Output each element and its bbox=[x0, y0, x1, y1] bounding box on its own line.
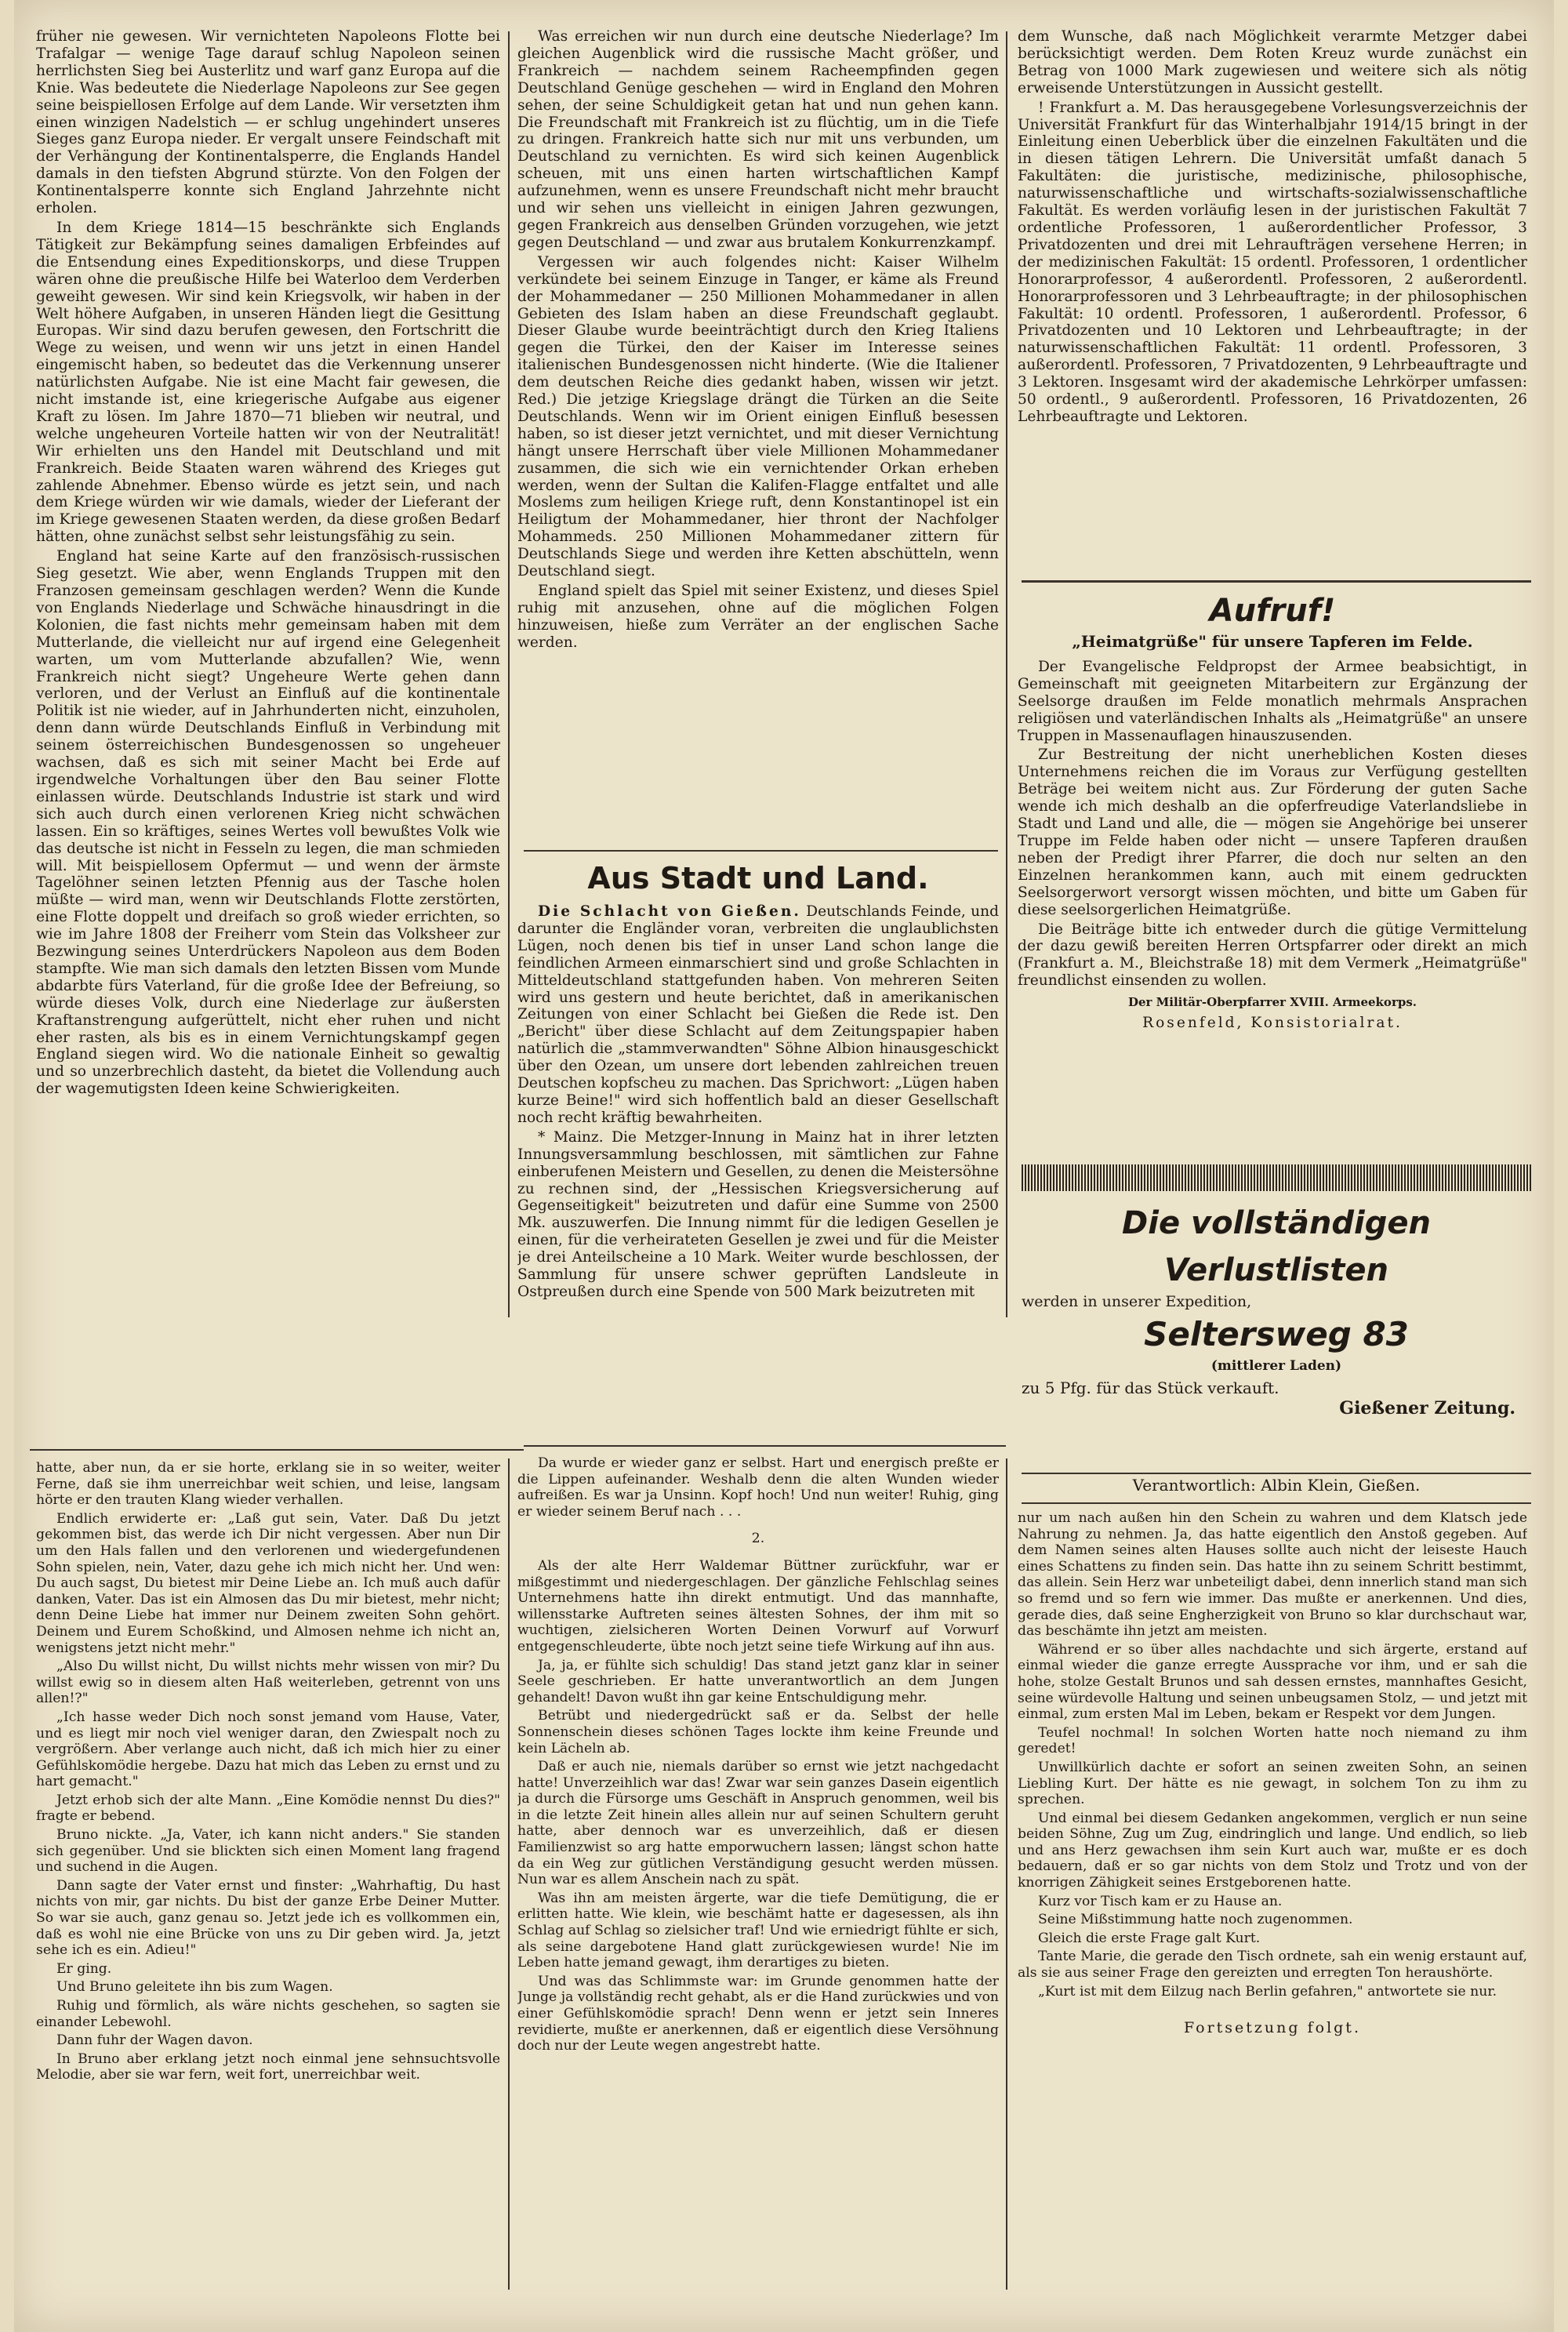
paragraph: Teufel nochmal! In solchen Worten hatte noch niemand zu ihm geredet! bbox=[1018, 1724, 1527, 1757]
article-col1-upper bbox=[36, 28, 500, 1440]
paragraph: „Kurt ist mit dem Eilzug nach Berlin gefahren," antwortete sie nur. bbox=[1038, 1983, 1497, 2000]
paragraph: Zur Bestreitung der nicht unerheblichen Kosten dieses Unternehmens reichen die im Voraus zur Verfügung gestellten Beträge bei weitem nicht aus. Zur Förderung der guten Sache wende ich mich deshalb an die opferfreudige Vaterlandsliebe in Stadt und Land und alle, die — mögen sie Angehörige bei unserer Truppe im Felde haben oder nicht — unsere Tapferen draußen neben der Predigt ihrer Pfarrer, die doch nur selten an den Einzelnen herankommen kann, auch mit einem gedruckten Seelsorgerwort versorgt wissen möchten, und bitte um Gaben für diese seelsorgerlichen Heimatgrüße. bbox=[1018, 746, 1527, 918]
paragraph: Unwillkürlich dachte er sofort an seinen zweiten Sohn, an seinen Liebling Kurt. Der hätte es nie gewagt, in solchem Ton zu ihm zu sprechen. bbox=[1018, 1759, 1527, 1808]
paragraph: Jetzt erhob sich der alte Mann. „Eine Komödie nennst Du dies?" fragte er bebend. bbox=[36, 1792, 500, 1825]
paragraph: Dann sagte der Vater ernst und finster: „Wahrhaftig, Du hast nichts von mir, gar nichts. Du bist der ganze Erbe Deiner Mutter. So war sie auch, ganz genau so. Jetzt jede ich es vollkommen ein, daß es wohl nie eine Brücke von uns zu Dir geben wird. Ja, jetzt sehe ich es ein. Adieu!" bbox=[36, 1877, 500, 1959]
column-divider bbox=[1006, 1458, 1007, 2290]
ornamental-rule bbox=[1022, 1164, 1531, 1191]
column-divider bbox=[508, 1458, 510, 2290]
paragraph: Ja, ja, er fühlte sich schuldig! Das stand jetzt ganz klar in seiner Seele geschrieben. Er hatte unverantwortlich an dem Jungen gehandelt! Davon wußt ihn gar keine Entschuldigung mehr. bbox=[517, 1657, 999, 1705]
paragraph: Daß er auch nie, niemals darüber so ernst wie jetzt nachgedacht hatte! Unverzeihlich war das! Zwar war sein ganzes Dasein eigentlich ja durch die Fürsorge ums Geschäft in Anspruch genommen, weil bis in die letzte Zeit hinein alles allein nur auf seinen Schultern geruht hatte, aber dennoch war es unverzeihlich, daß er diesen Familienzwist so arg hatte emporwuchern lassen; längst schon hatte da ein Weg zur gütlichen Verständigung gesucht werden müssen. Nun war es allem Anschein nach zu spät. bbox=[517, 1759, 999, 1888]
story-col3 bbox=[1018, 1510, 1527, 2294]
paragraph: Und einmal bei diesem Gedanken angekommen, verglich er nun seine beiden Söhne, Zug um Zug, eindringlich und lange. Und endlich, so lieb und ans Herz gewachsen ihm sein Kurt auch war, mußte er es doch bedauern, daß er so gar nichts von dem Stolz und Trotz und von der knorrigen Zähigkeit seines Erstgeborenen hatte. bbox=[1018, 1810, 1527, 1891]
paragraph: „Ich hasse weder Dich noch sonst jemand vom Hause, Vater, und es liegt mir noch viel weniger daran, den Zwiespalt noch zu vergrößern. Aber verlange auch nicht, daß ich mich hier zu einer Gefühlskomödie hergebe. Dazu hat mich das Leben zu ernst und zu hart gemacht." bbox=[36, 1709, 500, 1790]
feuilleton-divider bbox=[1022, 1473, 1531, 1474]
ad-line: zu 5 Pfg. für das Stück verkauft. bbox=[1022, 1378, 1279, 1397]
paragraph: Endlich erwiderte er: „Laß gut sein, Vater. Daß Du jetzt gekommen bist, das werde ich Dir nicht vergessen. Aber nun Dir um den Hals fallen und den verlorenen und wiedergefundenen Sohn spielen, nein, Vater, dazu gehe ich mich nicht her. Und wen: Du auch sagst, Du bietest mir Deine Liebe an. Ich muß auch dafür danken, Vater. Das ist ein Almosen das Du mir bietest, mehr nicht; denn Deine Liebe hat immer nur Deinem zweiten Sohn gehört. Deinem und Eurem Schoßkind, und Almosen nehme ich nicht an, wenigstens jetzt nicht mehr." bbox=[36, 1510, 500, 1656]
paragraph: * Mainz. Die Metzger-Innung in Mainz hat in ihrer letzten Innungsversammlung beschlossen, mit sämtlichen zur Fahne einberufenen Meistern und Gesellen, zu denen die Meistersöhne zu rechnen sind, der „Hessischen Kriegsversicherung auf Gegenseitigkeit" beizutreten und dafür eine Summe von 2500 Mk. auszuwerfen. Die Innung nimmt für die ledigen Gesellen je einen, für die verheirateten Gesellen je zwei und für die Meister je drei Anteilscheine a 10 Mark. Weiter wurde beschlossen, der Sammlung für unsere schwer geprüften Landsleute in Ostpreußen durch eine Spende von 500 Mark beizutreten mit bbox=[517, 1128, 999, 1300]
aufruf-title: Aufruf! bbox=[1209, 593, 1336, 629]
paragraph: Tante Marie, die gerade den Tisch ordnete, sah ein wenig erstaunt auf, als sie aus seiner Frage den gereizten und erregten Ton heraushörte. bbox=[1018, 1949, 1527, 1981]
ad-title: Die vollständigen Verlustlisten bbox=[1122, 1205, 1431, 1288]
story-col2 bbox=[517, 1455, 999, 2302]
paragraph: England spielt das Spiel mit seiner Existenz, und dieses Spiel ruhig mit anzusehen, ohne auf die möglichen Folgen hinzuweisen, hieße zum Verräter an der englischen Sache werden. bbox=[517, 583, 999, 651]
paragraph: Da wurde er wieder ganz er selbst. Hart und energisch preßte er die Lippen aufeinander. Weshalb denn die alten Wunden wieder aufreißen. Es war ja Unsinn. Kopf hoch! Und nun weiter! Ruhig, ging er wieder seinem Beruf nach . . . bbox=[517, 1455, 999, 1520]
article-text: Deutschlands Feinde, und darunter die Engländer voran, verbreiten die unglaublichsten Lügen, noch denen bis tief in unser Land schon lange die feindlichen Armeen einmarschiert sind und große Schlachten in Mitteldeutschland stattgefunden haben. Von mehreren Seiten wird uns gestern und heute berichtet, daß in amerikanischen Zeitungen von einer Schlacht bei Gießen die Rede ist. Den „Bericht" über diese Schlacht auf dem Zeitungspapier haben natürlich die „stammverwandten" Söhne Albion hinausgeschickt über den Ozean, um unsere dort lebenden zahlreichen treuen Deutschen kopfscheu zu machen. Das Sprichwort: „Lügen haben kurze Beine!" wird sich hoffentlich bald an dieser Gesellschaft noch recht kräftig bewahrheiten. bbox=[517, 903, 999, 1126]
paragraph: Dann fuhr der Wagen davon. bbox=[56, 2032, 253, 2049]
paragraph: Was erreichen wir nun durch eine deutsche Niederlage? Im gleichen Augenblick wird die russische Macht größer, und Frankreich — nachdem seinem Racheempfinden gegen Deutschland Genüge geschehen — wird in England den Mohren sehen, der seine Schuldigkeit getan hat und nun gehen kann. Die Freundschaft mit Frankreich ist zu flüchtig, um in die Tiefe zu dringen. Frankreich hatte sich nur mit uns verbunden, um Deutschland zu vernichten. Es wird sich keinen Augenblick scheuen, mit uns einen harten wirtschaftlichen Kampf aufzunehmen, wenn es unsere Freundschaft nicht mehr braucht und wir sehen uns vielleicht in einigen Jahren gezwungen, gegen Frankreich aus denselben Gründen vorzugehen, wie jetzt gegen Deutschland — und zwar aus brutalem Konkurrenzkampf. bbox=[517, 28, 999, 251]
aufruf-subtitle: „Heimatgrüße" für unsere Tapferen im Felde. bbox=[1072, 632, 1473, 651]
paragraph: Ruhig und förmlich, als wäre nichts geschehen, so sagten sie einander Lebewohl. bbox=[36, 1998, 500, 2030]
story-col1 bbox=[36, 1460, 500, 2307]
paragraph: In dem Kriege 1814—15 beschränkte sich Englands Tätigkeit zur Bekämpfung seines damaligen Erbfeindes auf die Entsendung eines Expeditionskorps, und diese Truppen wären ohne die preußische Hilfe bei Waterloo dem Verderben geweiht gewesen. Wir sind kein Kriegsvolk, wir haben in der Welt höhere Aufgaben, in unseren Händen liegt die Gesittung Europas. Wir sind dazu berufen gewesen, den Fortschritt die Wege zu weisen, und wenn wir uns jetzt in einen Handel eingemischt haben, so bedeutet das die Verkennung unserer natürlichsten Aufgabe. Nie ist eine Macht fair gewesen, die nicht imstande ist, eine kriegerische Aufgabe aus eigener Kraft zu lösen. Im Jahre 1870—71 blieben wir neutral, und welche ungeheuren Vorteile hatten wir von der Neutralität! Wir erhielten uns den Handel mit Deutschland und mit Frankreich. Beide Staaten waren während des Krieges gut zahlende Abnehmer. Ebenso würde es jetzt sein, und nach dem Kriege würden wir wie damals, wieder der Lieferant der im Kriege gewesenen Staaten werden, da diese großen Bedarf hätten, ohne zunächst selbst sehr leistungsfähig zu sein. bbox=[36, 219, 500, 546]
responsible-editor: Verantwortlich: Albin Klein, Gießen. bbox=[1132, 1477, 1421, 1495]
verlustlisten-ad bbox=[1022, 1200, 1531, 1451]
paragraph: ! Frankfurt a. M. Das herausgegebene Vorlesungsverzeichnis der Universität Frankfurt für das Winterhalbjahr 1914/15 bringt in der Einleitung einen Ueberblick über die einzelnen Fakultäten und die in diesen tätigen Lehrern. Die Universität umfaßt danach 5 Fakultäten: die juristische, medizinische, philosophische, naturwissenschaftliche und wirtschafts-sozialwissenschaftliche Fakultät. Es werden vorläufig lesen in der juristischen Fakultät 7 ordentliche Professoren, 1 außerordentlicher Professor, 3 Privatdozenten und drei mit Lehraufträgen versehene Herren; in der medizinischen Fakultät: 15 ordentl. Professoren, 1 ordentlicher Honorarprofessor, 4 außerordentl. Professoren, 2 außerordentl. Honorarprofessoren und 3 Lehrbeauftragte; in der philosophischen Fakultät: 10 ordentl. Professoren, 1 außerordentl. Professor, 6 Privatdozenten und 10 Lektoren und Lehrbeauftragte; in der naturwissenschaftlichen Fakultät: 11 ordentl. Professoren, 3 außerordentl. Professoren, 7 Privatdozenten, 9 Lehrbeauftragte und 3 Lektoren. Insgesamt wird der akademische Lehrkörper umfassen: 50 ordentl., 9 außerordentl. Professoren, 16 Privatdozenten, 26 Lehrbeauftragte und Lektoren. bbox=[1018, 99, 1527, 425]
paragraph: nur um nach außen hin den Schein zu wahren und dem Klatsch jede Nahrung zu nehmen. Ja, das hatte eigentlich den Anstoß gegeben. Auf dem Namen seines alten Hauses sollte auch nicht der leiseste Hauch eines Schattens zu finden sein. Das hatte ihn zu seinem Schritt bestimmt, das allein. Sein Herz war unbeteiligt dabei, denn innerlich stand man sich so fremd und so fern wie immer. Das mußte er anerkennen. Und dies, gerade dies, daß seine Engherzigkeit von Bruno so klar durchschaut war, das beschämte ihn jetzt am meisten. bbox=[1018, 1510, 1527, 1640]
paragraph: In Bruno aber erklang jetzt noch einmal jene sehnsuchtsvolle Melodie, aber sie war fern, weit fort, unerreichbar weit. bbox=[36, 2050, 500, 2083]
article-col3-upper bbox=[1018, 28, 1527, 569]
section-divider bbox=[1022, 1502, 1531, 1504]
paragraph: Er ging. bbox=[56, 1960, 112, 1977]
column-divider bbox=[508, 31, 510, 1317]
aufruf-signature-name: Rosenfeld, Konsistorialrat. bbox=[1142, 1015, 1403, 1032]
paragraph: Während er so über alles nachdachte und sich ärgerte, erstand auf einmal wieder die ganze erregte Aussprache vor ihm, und er sah die hohe, stolze Gestalt Brunos und sah dessen ernstes, mannhaftes Gesicht, seine würdevolle Haltung und seinen unbeugsamen Stolz, — und jetzt mit einmal, zum ersten Mal im Leben, bekam er Respekt vor dem Jungen. bbox=[1018, 1641, 1527, 1723]
section-divider bbox=[524, 850, 998, 852]
paragraph: Die Beiträge bitte ich entweder durch die gütige Vermittelung der dazu gewiß bereiten Herren Ortspfarrer oder direkt an mich (Frankfurt a. M., Bleichstraße 18) mit dem Vermerk „Heimatgrüße" freundlichst einsenden zu wollen. bbox=[1018, 921, 1527, 990]
paragraph: früher nie gewesen. Wir vernichteten Napoleons Flotte bei Trafalgar — wenige Tage darauf schlug Napoleon seinen herrlichsten Sieg bei Austerlitz und warf ganz Europa auf die Knie. Was bedeutete die Niederlage Napoleons zur See gegen seine beispiellosen Erfolge auf dem Lande. Wir versetzten ihm einen winzigen Nadelstich — er schlug ungehindert unseres Sieges ganz Europa nieder. Er vergalt unsere Feindschaft mit der Verhängung der Kontinentalsperre, die Englands Handel damals in den tiefsten Abgrund stürzte. Von den Folgen der Kontinentalsperre konnte sich England Jahrzehnte nicht erholen. bbox=[36, 28, 500, 217]
paragraph: England hat seine Karte auf den französisch-russischen Sieg gesetzt. Wie aber, wenn Englands Truppen mit den Franzosen gemeinsam geschlagen werden? Wenn die Kunde von Englands Niederlage und Schwäche hinausdringt in die Kolonien, die fast nichts mehr gemeinsam haben mit dem Mutterlande, die vielleicht nur auf irgend eine Gelegenheit warten, um vom Mutterlande abzufallen? Wie, wenn Frankreich nicht siegt? Ungeheure Werte gehen dann verloren, und der Verlust an Einfluß auf die kontinentale Politik ist nie wieder, auf in Jahrhunderten nicht, einzuholen, denn dann würde Deutschlands Einfluß in Verbindung mit seinem österreichischen Bundesgenossen so ungeheuer wachsen, daß es sich mit seiner Macht bei Erde auf irgendwelche Vorhaltungen über den Bau seiner Flotte einlassen würde. Deutschlands Industrie ist stark und wird sich auch durch einen verlorenen Krieg nicht schwächen lassen. Ein so kräftiges, seines Wertes voll bewußtes Volk wie das deutsche ist nicht in Fesseln zu legen, die man schmieden will. Mit beispiellosem Opfermut — und wenn der ärmste Tagelöhner seinen letzten Pfennig aus der Tasche holen müßte — wird man, wenn wir Deutschlands Flotte zerstörten, eine Flotte doppelt und dreifach so groß wieder errichten, so wie im Jahre 1808 der Freiherr vom Stein das Volksheer zur Bezwingung seines Unterdrückers Napoleon aus dem Boden stampfte. Wie man sich damals den letzten Bissen vom Munde abdarbte fürs Vaterland, für die große Idee der Befreiung, so würde dieses Volk, durch eine Niederlage zur äußersten Kraftanstrengung aufgerüttelt, nicht eher ruhen und nicht eher rasten, als bis es in einem Vernichtungskampf gegen England siegen wird. Wo die nationale Einheit so gewaltig und so unzerbrechlich dasteht, da bietet die Vollendung auch der wagemutigsten Ideen keine Schwierigkeiten. bbox=[36, 548, 500, 1098]
chapter-number: 2. bbox=[751, 1531, 765, 1547]
feuilleton-divider bbox=[30, 1449, 524, 1451]
paragraph: Und was das Schlimmste war: im Grunde genommen hatte der Junge ja vollständig recht gehabt, als er die Hand zurückwies und von einer Gefühlskomödie sprach! Denn wenn er jetzt sein Inneres revidierte, mußte er anerkennen, daß er eigentlich diese Versöhnung doch nur der Leute wegen angestrebt hatte. bbox=[517, 1973, 999, 2054]
paragraph: hatte, aber nun, da er sie horte, erklang sie in so weiter, weiter Ferne, daß sie ihm unerreichbar weit schien, und leise, langsam hörte er den trauten Klang wieder verhallen. bbox=[36, 1460, 500, 1509]
section-divider bbox=[1022, 580, 1531, 583]
paragraph: Betrübt und niedergedrückt saß er da. Selbst der helle Sonnenschein dieses schönen Tages lockte ihm keine Freunde und kein Lächeln ab. bbox=[517, 1708, 999, 1756]
paragraph: Und Bruno geleitete ihn bis zum Wagen. bbox=[56, 1979, 333, 1996]
ad-newspaper: Gießener Zeitung. bbox=[1339, 1397, 1515, 1418]
newspaper-page bbox=[14, 0, 1554, 2332]
paragraph: Bruno nickte. „Ja, Vater, ich kann nicht anders." Sie standen sich gegenüber. Und sie blickten sich einen Moment lang fragend und suchend in die Augen. bbox=[36, 1827, 500, 1876]
paragraph: Vergessen wir auch folgendes nicht: Kaiser Wilhelm verkündete bei seinem Einzuge in Tanger, er käme als Freund der Mohammedaner — 250 Millionen Mohammedaner in allen Gebieten des Islam haben an diese Freundschaft geglaubt. Dieser Glaube wurde beeinträchtigt durch den Krieg Italiens gegen die Türkei, den der Kaiser im Interesse seines italienischen Bundesgenossen nicht hinderte. (Wie die Italiener dem deutschen Reiche dies gedankt haben, wissen wir jetzt. Red.) Die jetzige Kriegslage drängt die Türken an die Seite Deutschlands. Wenn wir im Orient einigen Einfluß besessen haben, so ist dieser jetzt vernichtet, und mit dieser Vernichtung hängt unsere Herrschaft über viele Millionen Mohammedaner zusammen, die sich wie ein vernichtender Orkan erheben werden, wenn der Sultan die Kalifen-Flagge entfaltet und alle Moslems zum heiligen Kriege ruft, denn Konstantinopel ist ein Heiligtum der Mohammedaner, hier thront der Nachfolger Mohammeds. 250 Millionen Mohammedaner zittern für Deutschlands Siege und werden ihre Ketten abschütteln, wenn Deutschland siegt. bbox=[517, 253, 999, 580]
paragraph: Gleich die erste Frage galt Kurt. bbox=[1038, 1930, 1261, 1946]
aufruf-notice bbox=[1018, 588, 1527, 1153]
stadt-und-land-section bbox=[517, 856, 999, 1440]
ad-street: Seltersweg 83 bbox=[1144, 1314, 1409, 1353]
feuilleton-divider bbox=[524, 1445, 1006, 1447]
paragraph: Kurz vor Tisch kam er zu Hause an. bbox=[1038, 1893, 1283, 1909]
paragraph: Als der alte Herr Waldemar Büttner zurückfuhr, war er mißgestimmt und niedergeschlagen. Der gänzliche Fehlschlag seines Unternehmens hatte ihn direkt entmutigt. Und das mannhafte, willensstarke Auftreten seines ältesten Sohnes, der ihm mit so wuchtigen, zielsicheren Worten Deinen Vorwurf auf Vorwurf entgegenschleuderte, übte noch jetzt seine tiefe Wirkung auf ihn aus. bbox=[517, 1557, 999, 1655]
article-col2-upper bbox=[517, 28, 999, 859]
ad-sub: (mittlerer Laden) bbox=[1210, 1357, 1342, 1374]
ad-line: werden in unserer Expedition, bbox=[1022, 1293, 1252, 1310]
paragraph: „Also Du willst nicht, Du willst nichts mehr wissen von mir? Du willst ewig so in diesem alten Haß weiterleben, getrennt von uns allen!?" bbox=[36, 1658, 500, 1707]
paragraph: Der Evangelische Feldpropst der Armee beabsichtigt, in Gemeinschaft mit geeigneten Mitarbeitern zur Ergänzung der Seelsorge draußen im Felde monatlich mehrmals Ansprachen religiösen und vaterländischen Inhalts als „Heimatgrüße" an unsere Truppen in Massenauflagen hinauszusenden. bbox=[1018, 658, 1527, 744]
article-lead: Die Schlacht von Gießen. bbox=[538, 903, 801, 920]
column-divider bbox=[1006, 31, 1007, 1317]
section-title: Aus Stadt und Land. bbox=[587, 861, 929, 895]
paragraph: Was ihn am meisten ärgerte, war die tiefe Demütigung, die er erlitten hatte. Wie klein, wie beschämt hatte er dagesessen, als ihn Schlag auf Schlag so zielsicher traf! Und wie erniedrigt fühlte er sich, als seine dargebotene Hand glatt zurückgewiesen wurde! Nie im Leben hatte jemand gewagt, ihm derartiges zu bieten. bbox=[517, 1890, 999, 1971]
paragraph: dem Wunsche, daß nach Möglichkeit verarmte Metzger dabei berücksichtigt werden. Dem Roten Kreuz wurde zunächst ein Betrag von 1000 Mark zugewiesen und weitere sich als nötig erweisende Unterstützungen in Aussicht gestellt. bbox=[1018, 28, 1527, 96]
continuation-note: Fortsetzung folgt. bbox=[1183, 2019, 1361, 2037]
aufruf-signature-office: Der Militär-Oberpfarrer XVIII. Armeekorps. bbox=[1127, 995, 1417, 1010]
paragraph: Seine Mißstimmung hatte noch zugenommen. bbox=[1038, 1912, 1353, 1928]
